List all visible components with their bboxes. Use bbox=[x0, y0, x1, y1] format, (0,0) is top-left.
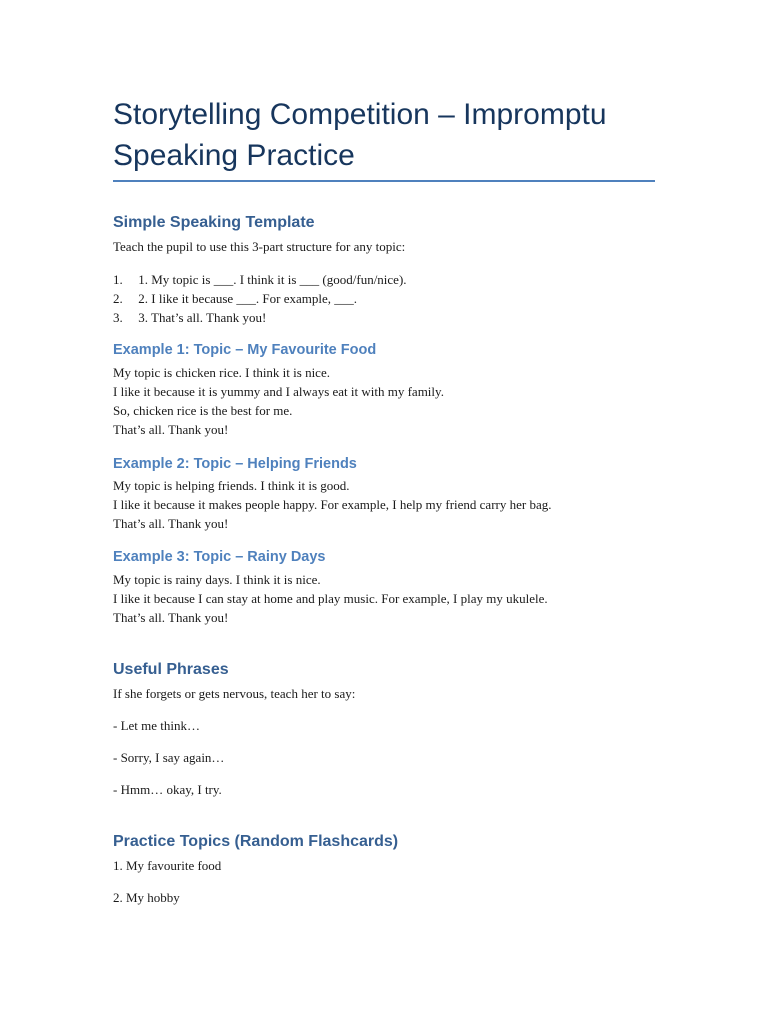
phrase-item: - Hmm… okay, I try. bbox=[113, 782, 222, 797]
heading-example-1: Example 1: Topic – My Favourite Food bbox=[113, 342, 377, 358]
heading-example-2: Example 2: Topic – Helping Friends bbox=[113, 456, 357, 472]
list-item bbox=[113, 270, 407, 289]
practice-topic-item: 1. My favourite food bbox=[113, 858, 222, 873]
list-text: 3. That’s all. Thank you! bbox=[138, 310, 267, 325]
example-3-line: That’s all. Thank you! bbox=[113, 610, 229, 625]
list-number: 3. bbox=[113, 310, 123, 325]
heading-example-3: Example 3: Topic – Rainy Days bbox=[113, 549, 326, 565]
document-title: Storytelling Competition – Impromptu Speaking Practice bbox=[113, 98, 607, 172]
example-2-line: I like it because it makes people happy. For example, I help my friend carry her bag. bbox=[113, 497, 552, 512]
example-1-line: I like it because it is yummy and I always eat it with my family. bbox=[113, 384, 444, 399]
heading-template: Simple Speaking Template bbox=[113, 214, 315, 231]
example-3-line: My topic is rainy days. I think it is nice. bbox=[113, 572, 321, 587]
list-number: 1. bbox=[113, 272, 123, 287]
list-number: 2. bbox=[113, 291, 123, 306]
phrase-item: - Sorry, I say again… bbox=[113, 750, 225, 765]
list-item bbox=[113, 308, 266, 327]
list-text: 2. I like it because ___. For example, ___. bbox=[138, 291, 358, 306]
example-1-line: My topic is chicken rice. I think it is nice. bbox=[113, 365, 330, 380]
title-underline bbox=[113, 180, 655, 182]
example-2-line: That’s all. Thank you! bbox=[113, 516, 229, 531]
template-intro: Teach the pupil to use this 3-part structure for any topic: bbox=[113, 239, 406, 254]
heading-practice-topics: Practice Topics (Random Flashcards) bbox=[113, 833, 399, 850]
example-2-line: My topic is helping friends. I think it is good. bbox=[113, 478, 350, 493]
phrases-intro: If she forgets or gets nervous, teach her to say: bbox=[113, 686, 356, 701]
phrase-item: - Let me think… bbox=[113, 718, 201, 733]
heading-useful-phrases: Useful Phrases bbox=[113, 661, 229, 678]
list-text: 1. My topic is ___. I think it is ___ (good/fun/nice). bbox=[138, 272, 407, 287]
example-1-line: So, chicken rice is the best for me. bbox=[113, 403, 293, 418]
example-1-line: That’s all. Thank you! bbox=[113, 422, 229, 437]
practice-topic-item: 2. My hobby bbox=[113, 890, 180, 905]
example-3-line: I like it because I can stay at home and play music. For example, I play my ukulele. bbox=[113, 591, 548, 606]
list-item bbox=[113, 289, 357, 308]
